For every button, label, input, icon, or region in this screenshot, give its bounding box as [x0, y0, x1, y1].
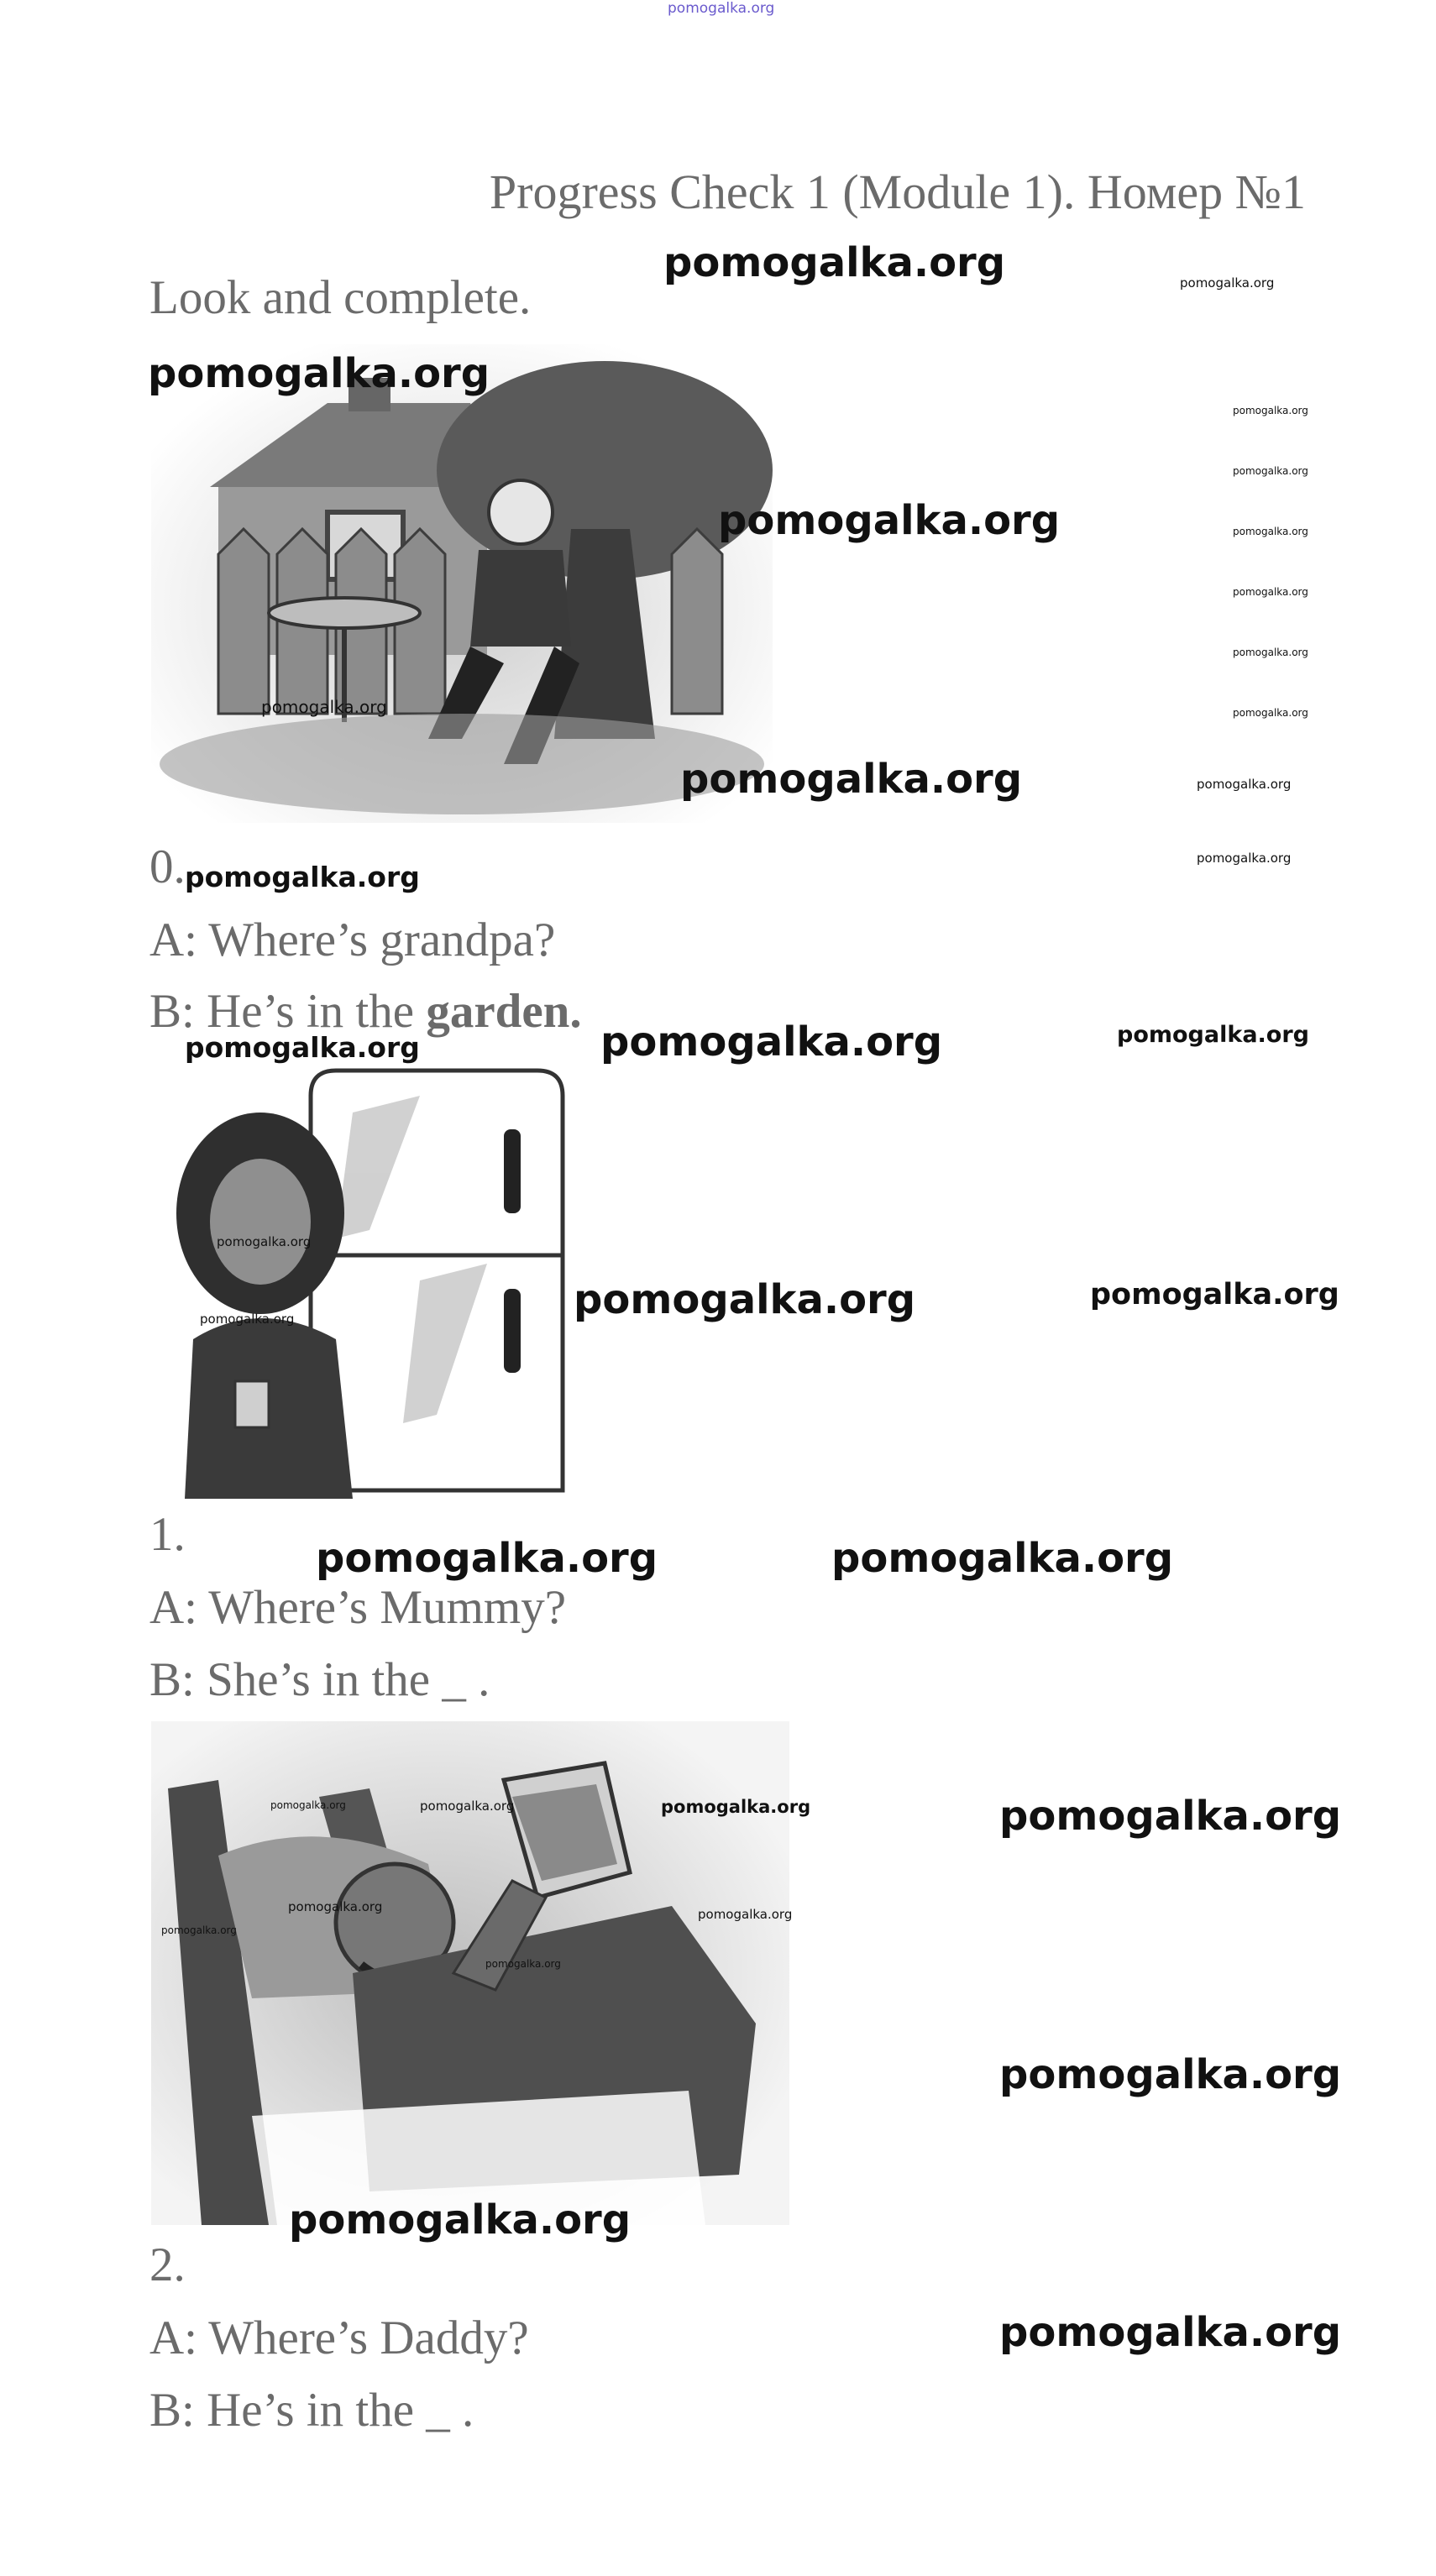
instruction: Look and complete.: [149, 271, 532, 324]
watermark: pomogalka.org: [1197, 777, 1292, 792]
exercise-0-answer: garden.: [426, 985, 582, 1038]
watermark: pomogalka.org: [316, 1535, 658, 1582]
watermark: pomogalka.org: [831, 1535, 1174, 1582]
watermark: pomogalka.org: [698, 1907, 793, 1922]
watermark: pomogalka.org: [161, 1924, 237, 1936]
watermark: pomogalka.org: [420, 1798, 515, 1814]
exercise-1-answer-line: B: She’s in the _ .: [149, 1653, 490, 1706]
top-site-mark: pomogalka.org: [668, 0, 775, 17]
watermark: pomogalka.org: [200, 1312, 295, 1327]
watermark: pomogalka.org: [574, 1276, 916, 1323]
watermark: pomogalka.org: [261, 697, 387, 717]
watermark: pomogalka.org: [1233, 465, 1308, 477]
watermark: pomogalka.org: [1233, 586, 1308, 598]
exercise-0-question: A: Where’s grandpa?: [149, 914, 556, 966]
watermark: pomogalka.org: [217, 1234, 312, 1249]
watermark: pomogalka.org: [288, 1899, 383, 1914]
watermark: pomogalka.org: [718, 497, 1061, 544]
grandpa-garden-illustration: [151, 344, 773, 823]
mummy-fridge-illustration: [168, 1062, 571, 1499]
watermark: pomogalka.org: [663, 239, 1006, 286]
exercise-0-number: 0.: [149, 840, 186, 893]
watermark: pomogalka.org: [148, 350, 490, 397]
watermark: pomogalka.org: [270, 1799, 346, 1811]
exercise-2-answer-line: B: He’s in the _ .: [149, 2384, 474, 2437]
watermark: pomogalka.org: [185, 1031, 420, 1064]
watermark: pomogalka.org: [1233, 405, 1308, 416]
watermark: pomogalka.org: [1233, 707, 1308, 719]
watermark: pomogalka.org: [1233, 526, 1308, 537]
watermark: pomogalka.org: [999, 1793, 1342, 1840]
exercise-2-question: A: Where’s Daddy?: [149, 2312, 529, 2364]
watermark: pomogalka.org: [289, 2196, 632, 2244]
watermark: pomogalka.org: [680, 756, 1023, 803]
watermark: pomogalka.org: [1180, 275, 1275, 291]
exercise-1-number: 1.: [149, 1508, 186, 1561]
watermark: pomogalka.org: [485, 1958, 561, 1970]
exercise-1-question: A: Where’s Mummy?: [149, 1581, 567, 1634]
exercise-0-answer-prefix: B: He’s in the: [149, 985, 427, 1038]
watermark: pomogalka.org: [1090, 1278, 1339, 1312]
watermark: pomogalka.org: [999, 2309, 1342, 2356]
page-title: Progress Check 1 (Module 1). Номер №1: [489, 165, 1306, 219]
watermark: pomogalka.org: [1117, 1022, 1309, 1048]
watermark: pomogalka.org: [600, 1018, 943, 1065]
exercise-2-number: 2.: [149, 2238, 186, 2291]
watermark: pomogalka.org: [999, 2051, 1342, 2098]
watermark: pomogalka.org: [185, 861, 420, 893]
watermark: pomogalka.org: [661, 1797, 811, 1817]
watermark: pomogalka.org: [1197, 851, 1292, 866]
watermark: pomogalka.org: [1233, 647, 1308, 658]
